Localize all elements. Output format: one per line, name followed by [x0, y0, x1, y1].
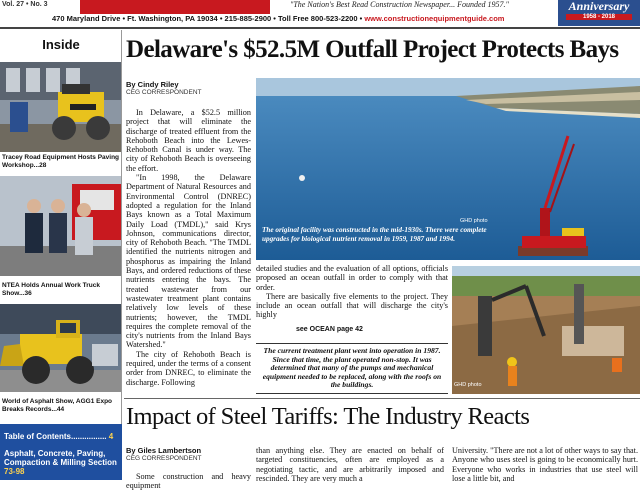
lead-photo-credit: GHD photo [460, 218, 488, 224]
anniversary-years: 1958 - 2018 [566, 14, 632, 20]
continued-link[interactable]: see OCEAN page 42 [296, 326, 363, 333]
inside-header: Inside [42, 37, 80, 52]
thumb-asphalt-show[interactable] [0, 304, 121, 392]
caption-asphalt-show[interactable]: World of Asphalt Show, AGG1 Expo Breaks Records...44 [2, 398, 113, 413]
masthead-address [52, 14, 504, 23]
lead-paragraph: detailed studies and the evaluation of all options, officials proposed an ocean outfall in order to comply with that order. [256, 264, 448, 292]
toc-section-label: Asphalt, Concrete, Paving, Compaction & Milling Section [4, 449, 117, 467]
lead-paragraph: The city of Rehoboth Beach is required, under the terms of a consent order from DNREC, to eliminate the discharge. Following [126, 349, 251, 387]
lead-photo-caption: The original facility was constructed in the mid-1930s. There were complete upgrades for biological nutrient removal in 1959, 1987 and 1994. [262, 226, 487, 243]
second-paragraph: than anything else. They are enacted on behalf of targeted constituencies, often are employed as a negotiating tactic, and are arbitrarily imposed and rescinded. They are very much a [256, 446, 444, 483]
truck-show-photo [0, 176, 121, 276]
toc-page: 4 [108, 432, 114, 441]
toc-section-page: 73-98 [4, 467, 25, 476]
lead-paragraph: In Delaware, a $52.5 million project that will eliminate the discharge of treated effluent from the Rehoboth Beach into the Lewes-Rehoboth Canal is under way. The city of Rehoboth Beach is overseeing the effort. [126, 108, 251, 173]
lead-column-1 [126, 108, 251, 398]
masthead-rule [0, 27, 640, 29]
second-column-1 [126, 472, 251, 491]
thumb-work-truck-show[interactable] [0, 176, 121, 276]
masthead [0, 0, 640, 28]
address-text: 470 Maryland Drive • Ft. Washington, PA 19034 • 215-885-2900 • Toll Free 800-523-2200 • [52, 14, 365, 23]
second-column-2 [256, 446, 444, 483]
second-paragraph: Some construction and heavy equipment [126, 472, 251, 491]
second-byline: By Giles Lambertson [126, 446, 202, 455]
excavation-photo [452, 266, 640, 394]
lead-paragraph: There are basically five elements to the project. They include an ocean outfall that will discharge the city's highly [256, 291, 448, 320]
toc-leader: ................ [70, 432, 109, 441]
second-column-3 [452, 446, 638, 483]
story-divider [124, 398, 640, 399]
secondary-photo [452, 266, 640, 394]
lead-column-2 [256, 264, 448, 324]
second-headline[interactable]: Impact of Steel Tariffs: The Industry Reacts [126, 403, 530, 430]
thumb-paving-workshop[interactable] [0, 62, 121, 152]
wheel-loader-photo [0, 304, 121, 392]
toc-section-row[interactable] [4, 449, 118, 476]
lead-headline[interactable]: Delaware's $52.5M Outfall Project Protects Bays [126, 36, 619, 63]
lead-byline-role: CEG CORRESPONDENT [126, 89, 202, 96]
anniversary-badge [558, 0, 640, 26]
second-byline-role: CEG CORRESPONDENT [126, 455, 202, 462]
issue-number: Vol. 27 • No. 3 [2, 1, 48, 8]
toc-row[interactable] [4, 432, 118, 441]
table-of-contents[interactable] [0, 424, 122, 480]
secondary-photo-credit: GHD photo [454, 382, 482, 388]
caption-work-truck-show[interactable]: NTEA Holds Annual Work Truck Show...36 [2, 282, 100, 297]
anniversary-label: Anniversary [568, 0, 630, 13]
website-link[interactable]: www.constructionequipmentguide.com [364, 14, 505, 23]
masthead-logo [80, 0, 270, 14]
paving-roller-photo [0, 62, 121, 152]
lead-byline: By Cindy Riley [126, 80, 179, 89]
toc-label: Table of Contents [4, 432, 71, 441]
tagline: "The Nation's Best Read Construction Newspaper... Founded 1957." [290, 0, 509, 9]
lead-paragraph: "In 1998, the Delaware Department of Natural Resources and Environmental Control (DNREC) adopted a regulation for the Inland Bays known as a Total Maximum Daily Load (TMDL)," said Krys Johnson, communications director, city of Rehoboth Beach. "The TMDL identified the nutrients nitrogen and phosphorus as impairing the Inland Bays, and ordered reductions of these nutrients entering the bays. The treated wastewater from our wastewater treatment plant contains relatively low levels of these nutrients; however, the TMDL requires the complete removal of the city's nutrients from the Inland Bays Watershed." [126, 173, 251, 350]
pull-quote: The current treatment plant went into operation in 1987. Since that time, the plant operated non-stop. It was determined that many of the pumps and mechanical equipment needed to be replaced, along with the roofs on the buildings. [256, 343, 448, 394]
inside-sidebar [0, 30, 122, 480]
caption-paving-workshop[interactable]: Tracey Road Equipment Hosts Paving Workshop...28 [2, 154, 120, 169]
second-paragraph: University. "There are not a lot of other ways to say that. Anyone who uses steel is going to be economically hurt. Everyone who works in industries that use steel will lose a little bit, and [452, 446, 638, 483]
